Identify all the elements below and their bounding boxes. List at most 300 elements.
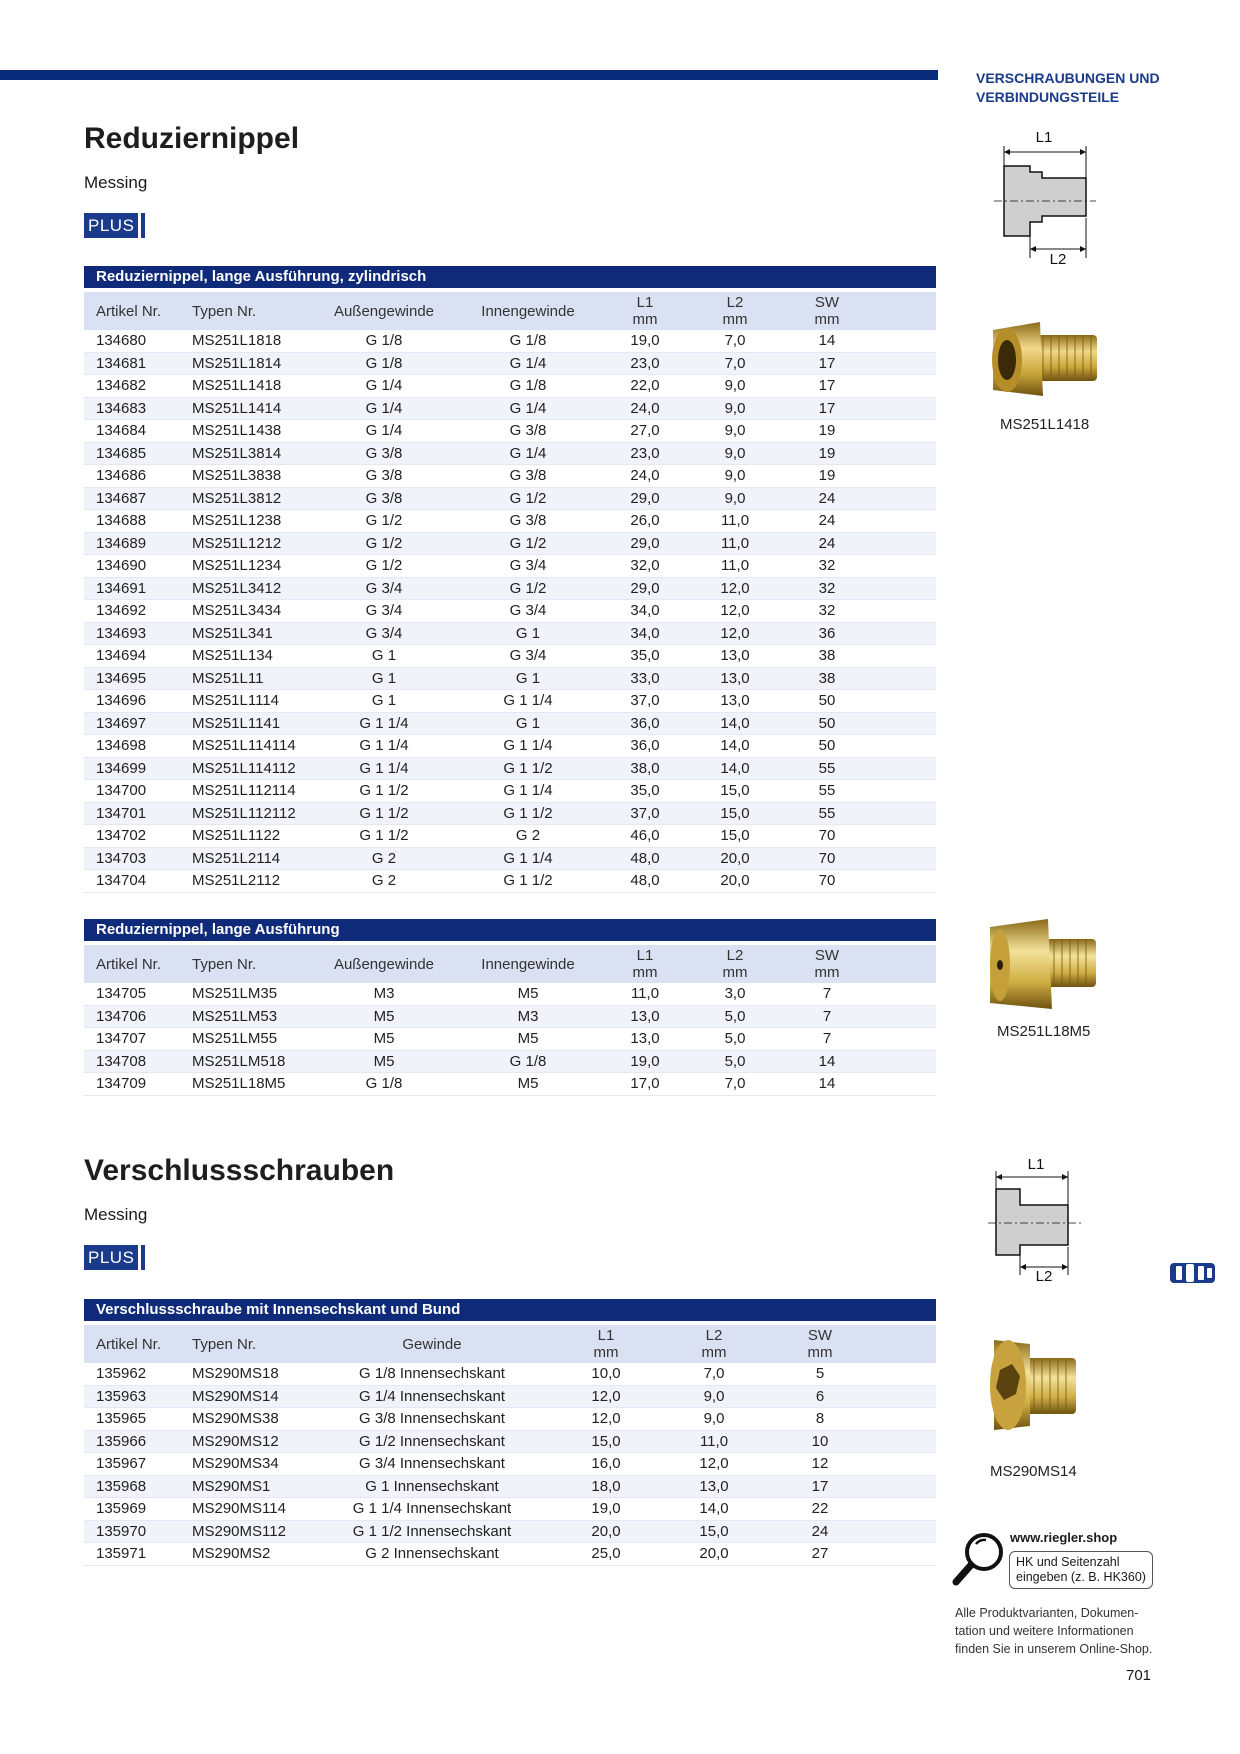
column-header xyxy=(456,292,600,330)
table-cell: G 3/8 Innensechskant xyxy=(359,1410,505,1428)
table-cell: 24 xyxy=(818,512,836,530)
table-cell: G 1 1/2 xyxy=(359,782,409,800)
shop-url[interactable]: www.riegler.shop xyxy=(1010,1530,1118,1545)
table-cell: G 1 1/4 xyxy=(359,737,409,755)
table-cell: 134698 xyxy=(96,737,147,755)
table-cell: MS251L341 xyxy=(192,624,273,642)
table-row xyxy=(84,668,936,691)
table-cell: G 3/4 xyxy=(365,579,403,597)
table-cell: 10,0 xyxy=(591,1365,621,1383)
column-header xyxy=(456,945,600,983)
column-header-unit: mm xyxy=(701,1344,727,1361)
table-cell: 25,0 xyxy=(591,1545,621,1563)
table-cell: 3,0 xyxy=(724,985,746,1003)
table-cell: G 1 xyxy=(371,647,397,665)
table-header xyxy=(84,292,936,330)
table-cell: 135971 xyxy=(96,1545,147,1563)
table-cell: MS251L1818 xyxy=(192,332,282,350)
table-cell: 55 xyxy=(818,759,836,777)
table-cell: 20,0 xyxy=(720,849,750,867)
table-title: Verschlussschraube mit Innensechskant und Bund xyxy=(84,1299,936,1321)
table-cell: 20,0 xyxy=(591,1522,621,1540)
table-cell: G 1/8 xyxy=(365,332,403,350)
column-header xyxy=(690,292,780,330)
table-body xyxy=(84,330,936,893)
table-cell: G 1 xyxy=(515,669,541,687)
table-row xyxy=(84,1386,936,1409)
column-header-unit: mm xyxy=(814,311,840,328)
table-cell: 9,0 xyxy=(724,489,746,507)
table-row xyxy=(84,1453,936,1476)
table-cell: M5 xyxy=(517,1030,539,1048)
table-row xyxy=(84,533,936,556)
column-header-label: L2 xyxy=(726,294,744,311)
table-cell: G 1/4 xyxy=(365,422,403,440)
table-cell: 7,0 xyxy=(724,332,746,350)
table-cell: 20,0 xyxy=(699,1545,729,1563)
table-cell: MS251L134 xyxy=(192,647,273,665)
table-cell: MS251L112114 xyxy=(192,782,296,800)
table-cell: MS251L1212 xyxy=(192,534,282,552)
table-cell: 135968 xyxy=(96,1477,147,1495)
table-cell: 14 xyxy=(818,332,836,350)
table-cell: 134702 xyxy=(96,827,147,845)
column-header xyxy=(660,1325,768,1363)
table-cell: 134708 xyxy=(96,1052,147,1070)
table-cell: 34,0 xyxy=(630,602,660,620)
table-cell: MS251L18M5 xyxy=(192,1075,286,1093)
column-header-label: Typen Nr. xyxy=(192,955,257,973)
table-cell: G 1/2 xyxy=(509,489,547,507)
table-cell: G 1 1/4 xyxy=(503,849,553,867)
table-row xyxy=(84,690,936,713)
table-cell: MS290MS112 xyxy=(192,1522,286,1540)
table-row xyxy=(84,1073,936,1096)
table-cell: 24 xyxy=(818,534,836,552)
plus-badge-bar xyxy=(141,1245,145,1270)
table-cell: G 1/2 Innensechskant xyxy=(359,1432,505,1450)
table-row xyxy=(84,825,936,848)
table-cell: M5 xyxy=(517,985,539,1003)
table-cell: MS290MS114 xyxy=(192,1500,286,1518)
table-cell: G 3/8 xyxy=(509,512,547,530)
table-cell: 70 xyxy=(818,827,836,845)
table-cell: G 1 1/2 xyxy=(359,804,409,822)
table-cell: 135967 xyxy=(96,1455,147,1473)
table-cell: MS251L1238 xyxy=(192,512,282,530)
table-cell: 15,0 xyxy=(720,782,750,800)
column-header-label: Artikel Nr. xyxy=(96,1335,162,1353)
table-cell: 50 xyxy=(818,737,836,755)
table-cell: 12,0 xyxy=(591,1410,621,1428)
table-cell: 12,0 xyxy=(720,602,750,620)
table-row xyxy=(84,623,936,646)
table-cell: G 2 xyxy=(371,849,397,867)
table-cell: 5,0 xyxy=(724,1052,746,1070)
table-cell: G 1 1/4 xyxy=(359,759,409,777)
table-cell: 5 xyxy=(815,1365,825,1383)
column-header-label: Gewinde xyxy=(402,1335,462,1353)
table-cell: 15,0 xyxy=(699,1522,729,1540)
table-cell: 19 xyxy=(818,444,836,462)
table-row xyxy=(84,713,936,736)
table-cell: 134709 xyxy=(96,1075,147,1093)
table-cell: 10 xyxy=(811,1432,829,1450)
table-cell: 11,0 xyxy=(720,534,750,552)
table-row xyxy=(84,983,936,1006)
table-cell: 19 xyxy=(818,467,836,485)
table-cell: MS251L3814 xyxy=(192,444,282,462)
table-cell: 9,0 xyxy=(724,444,746,462)
table-cell: G 2 Innensechskant xyxy=(365,1545,499,1563)
table-cell: 27 xyxy=(811,1545,829,1563)
table-cell: 38,0 xyxy=(630,759,660,777)
table-row xyxy=(84,1408,936,1431)
diagram-l2-label: L2 xyxy=(1035,1268,1053,1283)
table-cell: 11,0 xyxy=(720,512,750,530)
table-cell: MS251L3412 xyxy=(192,579,282,597)
table-row xyxy=(84,1028,936,1051)
table-verschlussschraube xyxy=(84,1299,936,1566)
column-header xyxy=(312,945,456,983)
table-cell: G 1/4 xyxy=(365,377,403,395)
column-header-label: Artikel Nr. xyxy=(96,302,162,320)
table-cell: 17 xyxy=(811,1477,829,1495)
column-header-label: L2 xyxy=(726,947,744,964)
table-cell: 13,0 xyxy=(630,1007,660,1025)
table-row xyxy=(84,488,936,511)
column-header-label: L1 xyxy=(636,947,654,964)
table-cell: 36,0 xyxy=(630,714,660,732)
table-cell: 16,0 xyxy=(591,1455,621,1473)
column-header xyxy=(180,1325,312,1363)
table-cell: 7,0 xyxy=(703,1365,725,1383)
table-cell: 55 xyxy=(818,782,836,800)
table-cell: 7 xyxy=(822,1030,832,1048)
table-cell: 29,0 xyxy=(630,534,660,552)
table-cell: 35,0 xyxy=(630,782,660,800)
table-cell: MS290MS14 xyxy=(192,1387,279,1405)
shop-hint-line-1: HK und Seitenzahl xyxy=(1016,1555,1120,1569)
table-cell: G 1 Innensechskant xyxy=(365,1477,499,1495)
table-cell: G 1/2 xyxy=(365,534,403,552)
column-header-label: SW xyxy=(814,947,840,964)
table-cell: 134694 xyxy=(96,647,147,665)
table-cell: 7 xyxy=(822,1007,832,1025)
table-cell: 19,0 xyxy=(591,1500,621,1518)
column-header-unit: mm xyxy=(593,1344,619,1361)
table-cell: 23,0 xyxy=(630,444,660,462)
table-cell: 38 xyxy=(818,669,836,687)
table-cell: 134695 xyxy=(96,669,147,687)
table-cell: MS251L1438 xyxy=(192,422,282,440)
table-cell: G 2 xyxy=(515,827,541,845)
column-header xyxy=(84,945,180,983)
shop-hint-line-2: eingeben (z. B. HK360) xyxy=(1016,1570,1146,1584)
table-cell: MS290MS18 xyxy=(192,1365,279,1383)
table-cell: G 1 xyxy=(515,714,541,732)
table-cell: G 1 1/4 xyxy=(503,737,553,755)
table-row xyxy=(84,780,936,803)
table-row xyxy=(84,600,936,623)
table-cell: 134707 xyxy=(96,1030,147,1048)
column-header xyxy=(84,292,180,330)
table-row xyxy=(84,1051,936,1074)
material-label: Messing xyxy=(84,1205,148,1224)
table-cell: G 3/4 xyxy=(509,557,547,575)
table-cell: G 1/8 xyxy=(509,377,547,395)
table-row xyxy=(84,645,936,668)
table-cell: 134690 xyxy=(96,557,147,575)
table-cell: 19,0 xyxy=(630,332,660,350)
table-cell: 134685 xyxy=(96,444,147,462)
table-cell: 134697 xyxy=(96,714,147,732)
table-cell: 15,0 xyxy=(720,827,750,845)
table-cell: G 1/2 xyxy=(365,512,403,530)
table-cell: G 1/2 xyxy=(365,557,403,575)
table-cell: 15,0 xyxy=(720,804,750,822)
column-header xyxy=(180,292,312,330)
table-cell: G 1 xyxy=(515,624,541,642)
table-cell: MS251LM53 xyxy=(192,1007,278,1025)
table-cell: MS251L1814 xyxy=(192,354,282,372)
table-cell: G 1/8 xyxy=(365,1075,403,1093)
product-caption-2: MS251L18M5 xyxy=(997,1023,1091,1040)
table-cell: 7 xyxy=(822,985,832,1003)
table-row xyxy=(84,870,936,893)
table-cell: G 1 1/4 Innensechskant xyxy=(352,1500,512,1518)
shop-note xyxy=(955,1604,1195,1658)
table-row xyxy=(84,555,936,578)
table-cell: 36 xyxy=(818,624,836,642)
table-cell: 134700 xyxy=(96,782,147,800)
table-cell: MS251L3812 xyxy=(192,489,282,507)
column-header xyxy=(312,292,456,330)
shop-hint-box xyxy=(1009,1551,1153,1589)
table-cell: G 1/4 xyxy=(509,444,547,462)
table-cell: MS251LM55 xyxy=(192,1030,278,1048)
table-row xyxy=(84,375,936,398)
table-cell: MS290MS38 xyxy=(192,1410,279,1428)
table-cell: 48,0 xyxy=(630,849,660,867)
table-cell: 32,0 xyxy=(630,557,660,575)
product-image-ms290ms14 xyxy=(980,1330,1110,1440)
table-row xyxy=(84,1431,936,1454)
table-title: Reduziernippel, lange Ausführung, zylindrisch xyxy=(84,266,936,288)
table-cell: G 1/4 xyxy=(509,399,547,417)
table-row xyxy=(84,578,936,601)
table-cell: 134693 xyxy=(96,624,147,642)
column-header-unit: mm xyxy=(814,964,840,981)
column-header-label: Typen Nr. xyxy=(192,302,257,320)
table-cell: 12,0 xyxy=(591,1387,621,1405)
table-cell: MS290MS2 xyxy=(192,1545,271,1563)
material-label: Messing xyxy=(84,173,148,192)
column-header-label: L1 xyxy=(597,1327,615,1344)
top-rule xyxy=(0,70,938,80)
column-header-label: Außengewinde xyxy=(333,955,435,973)
dimension-diagram-verschlussschraube xyxy=(982,1153,1092,1283)
table-row xyxy=(84,443,936,466)
diagram-l1-label: L1 xyxy=(1035,129,1053,146)
table-cell: 134682 xyxy=(96,377,147,395)
table-cell: G 3/8 xyxy=(365,444,403,462)
table-cell: 14 xyxy=(818,1075,836,1093)
table-cell: 8 xyxy=(815,1410,825,1428)
table-row xyxy=(84,420,936,443)
table-cell: 9,0 xyxy=(703,1410,725,1428)
column-header-label: Innengewinde xyxy=(481,955,575,973)
table-cell: 9,0 xyxy=(724,377,746,395)
table-row xyxy=(84,1476,936,1499)
table-cell: MS251L3838 xyxy=(192,467,282,485)
table-cell: M5 xyxy=(373,1007,395,1025)
diagram-l2-label: L2 xyxy=(1049,251,1067,266)
table-cell: 6 xyxy=(815,1387,825,1405)
table-row xyxy=(84,1498,936,1521)
column-header-label: Außengewinde xyxy=(333,302,435,320)
diagram-l1-label: L1 xyxy=(1027,1156,1045,1173)
table-cell: 135965 xyxy=(96,1410,147,1428)
table-cell: 36,0 xyxy=(630,737,660,755)
table-cell: 26,0 xyxy=(630,512,660,530)
table-cell: 13,0 xyxy=(699,1477,729,1495)
table-cell: 14,0 xyxy=(699,1500,729,1518)
magnifier-icon xyxy=(950,1530,1008,1590)
shop-note-line-1: Alle Produktvarianten, Dokumen- xyxy=(955,1606,1139,1620)
table-cell: 134699 xyxy=(96,759,147,777)
table-cell: 11,0 xyxy=(699,1432,729,1450)
table-cell: G 3/8 xyxy=(509,467,547,485)
table-cell: 32 xyxy=(818,579,836,597)
table-cell: G 2 xyxy=(371,872,397,890)
table-cell: 134689 xyxy=(96,534,147,552)
table-cell: 134692 xyxy=(96,602,147,620)
section-title-reduziernippel: Reduziernippel xyxy=(84,122,300,155)
table-cell: 23,0 xyxy=(630,354,660,372)
table-cell: 134683 xyxy=(96,399,147,417)
table-cell: MS251L1114 xyxy=(192,692,280,710)
table-cell: 9,0 xyxy=(724,399,746,417)
category-label xyxy=(976,69,1216,107)
table-cell: 37,0 xyxy=(630,692,660,710)
table-cell: 9,0 xyxy=(724,467,746,485)
table-cell: 134681 xyxy=(96,354,147,372)
table-cell: 37,0 xyxy=(630,804,660,822)
table-cell: 50 xyxy=(818,714,836,732)
table-cell: MS251LM518 xyxy=(192,1052,286,1070)
table-cell: 135966 xyxy=(96,1432,147,1450)
table-cell: G 3/4 xyxy=(509,647,547,665)
table-cell: G 1/2 xyxy=(509,534,547,552)
product-image-ms251l1418 xyxy=(985,310,1115,410)
category-line-1: VERSCHRAUBUNGEN UND xyxy=(976,70,1160,86)
table-row xyxy=(84,735,936,758)
product-caption-1: MS251L1418 xyxy=(1000,416,1090,433)
shop-note-line-2: tation und weitere Informationen xyxy=(955,1624,1134,1638)
table-cell: 12,0 xyxy=(699,1455,729,1473)
table-cell: MS251L11 xyxy=(192,669,264,687)
table-cell: 24,0 xyxy=(630,467,660,485)
table-cell: 14,0 xyxy=(720,737,750,755)
column-header-label: Typen Nr. xyxy=(192,1335,257,1353)
table-cell: G 1 1/2 xyxy=(503,872,553,890)
table-cell: 134688 xyxy=(96,512,147,530)
table-cell: G 3/8 xyxy=(509,422,547,440)
table-row xyxy=(84,1543,936,1566)
table-cell: 19,0 xyxy=(630,1052,660,1070)
table-cell: 17 xyxy=(818,354,836,372)
table-cell: 24 xyxy=(818,489,836,507)
table-title: Reduziernippel, lange Ausführung xyxy=(84,919,936,941)
column-header-label: L1 xyxy=(636,294,654,311)
column-header xyxy=(312,1325,552,1363)
table-cell: MS251L2114 xyxy=(192,849,281,867)
table-cell: G 1/8 xyxy=(509,332,547,350)
product-caption-3: MS290MS14 xyxy=(990,1463,1077,1480)
table-cell: G 1/8 xyxy=(365,354,403,372)
table-cell: 9,0 xyxy=(724,422,746,440)
table-row xyxy=(84,758,936,781)
column-header-unit: mm xyxy=(807,1344,833,1361)
shop-note-line-3: finden Sie in unserem Online-Shop. xyxy=(955,1642,1153,1656)
section-title-verschlussschrauben: Verschlussschrauben xyxy=(84,1154,395,1187)
table-cell: G 1/4 Innensechskant xyxy=(359,1387,505,1405)
product-image-ms251l18m5 xyxy=(982,915,1112,1015)
table-cell: MS290MS12 xyxy=(192,1432,279,1450)
table-cell: 12,0 xyxy=(720,624,750,642)
table-cell: MS290MS1 xyxy=(192,1477,271,1495)
column-header-unit: mm xyxy=(722,964,748,981)
table-cell: 7,0 xyxy=(724,1075,746,1093)
column-header xyxy=(552,1325,660,1363)
table-cell: 11,0 xyxy=(720,557,750,575)
fittings-tab-icon xyxy=(1170,1259,1215,1287)
plus-badge xyxy=(84,1245,145,1270)
column-header xyxy=(690,945,780,983)
column-header xyxy=(180,945,312,983)
table-cell: MS251L1418 xyxy=(192,377,282,395)
column-header xyxy=(780,945,874,983)
table-cell: MS251L2112 xyxy=(192,872,281,890)
table-cell: MS251L1234 xyxy=(192,557,282,575)
table-cell: 5,0 xyxy=(724,1030,746,1048)
table-cell: 134706 xyxy=(96,1007,147,1025)
table-cell: 134703 xyxy=(96,849,147,867)
table-cell: MS251L1414 xyxy=(192,399,282,417)
table-cell: 11,0 xyxy=(630,985,660,1003)
table-row xyxy=(84,510,936,533)
table-cell: 70 xyxy=(818,872,836,890)
table-cell: 12 xyxy=(811,1455,829,1473)
table-cell: G 1/4 xyxy=(509,354,547,372)
table-cell: G 1 1/2 xyxy=(503,804,553,822)
table-cell: 12,0 xyxy=(720,579,750,597)
table-cell: 9,0 xyxy=(703,1387,725,1405)
table-cell: 22 xyxy=(811,1500,829,1518)
table-cell: M3 xyxy=(517,1007,539,1025)
table-cell: 134686 xyxy=(96,467,147,485)
table-cell: 38 xyxy=(818,647,836,665)
table-cell: G 1 1/2 xyxy=(359,827,409,845)
column-header-label: Artikel Nr. xyxy=(96,955,162,973)
table-cell: 33,0 xyxy=(630,669,660,687)
table-cell: 50 xyxy=(818,692,836,710)
table-cell: 27,0 xyxy=(630,422,660,440)
plus-badge-text: PLUS xyxy=(84,213,138,238)
table-cell: 13,0 xyxy=(720,692,750,710)
column-header xyxy=(600,945,690,983)
